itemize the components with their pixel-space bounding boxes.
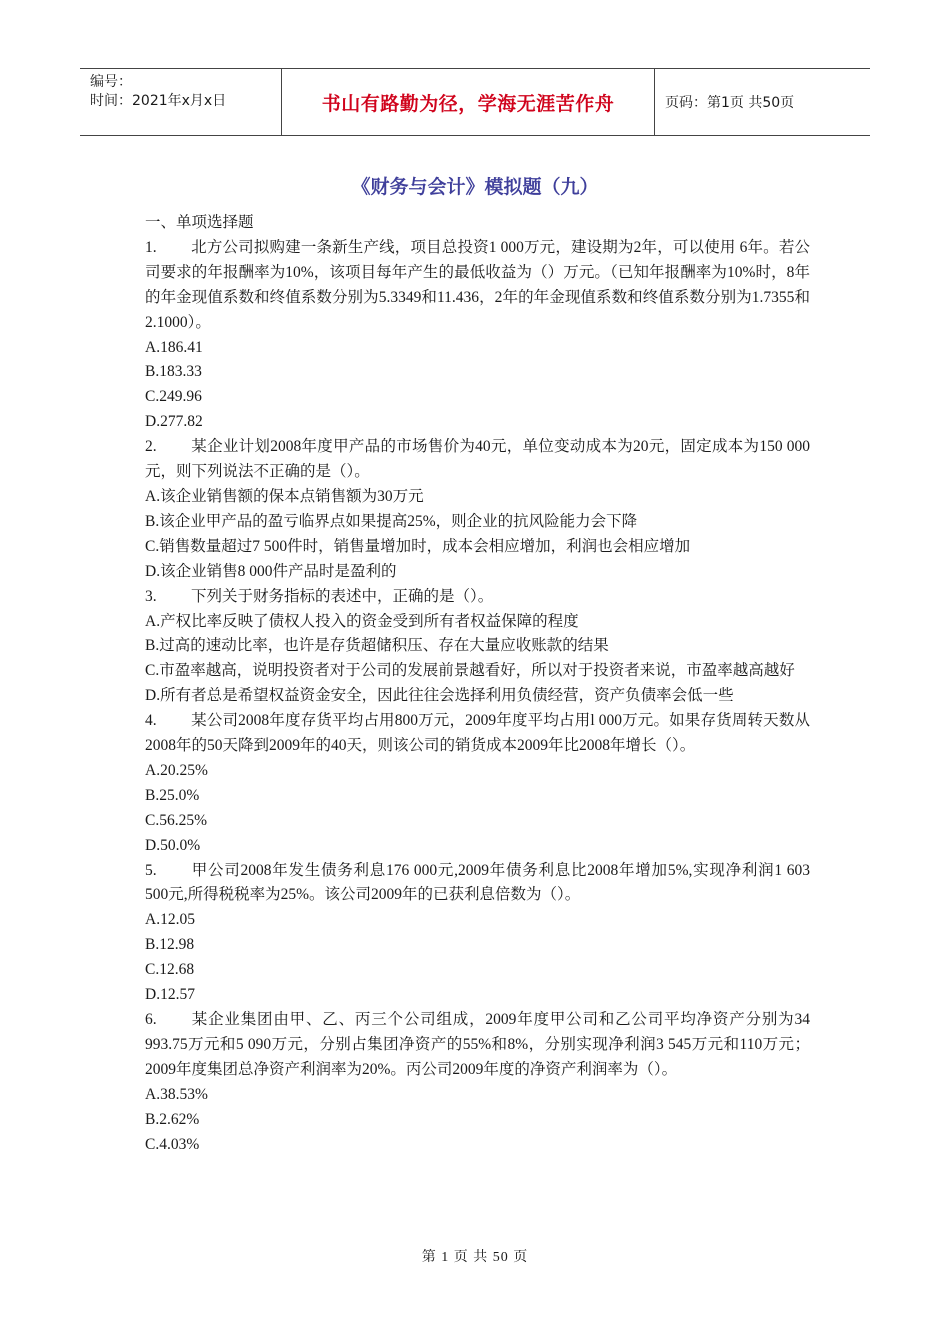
question-number: 2. (145, 438, 157, 456)
question-5 (145, 859, 810, 1008)
question-1 (145, 236, 810, 435)
question-stem: 某公司2008年度存货平均占用800万元，2009年度平均占用l 000万元。如果存货周转天数从2008年的50天降到2009年的40天，则该公司的销货成本2009年比2008年增长（）。 (145, 712, 810, 755)
option-d: D.12.57 (145, 986, 195, 1004)
question-number: 4. (145, 712, 157, 730)
option-b: B.25.0% (145, 786, 200, 804)
header-page-info: 页码：第1页 共50页 (665, 95, 795, 111)
option-c: C.12.68 (145, 961, 195, 979)
option-a: A.12.05 (145, 911, 195, 929)
header-table (80, 68, 870, 136)
option-b: B.过高的速动比率，也许是存货超储积压、存在大量应收账款的结果 (145, 637, 609, 655)
header-meta-cell (80, 69, 282, 135)
question-list (145, 211, 810, 1157)
option-d: D.该企业销售8 000件产品时是盈利的 (145, 562, 397, 580)
option-b: B.183.33 (145, 363, 202, 381)
option-c: C.销售数量超过7 500件时，销售量增加时，成本会相应增加，利润也会相应增加 (145, 537, 691, 555)
question-number: 1. (145, 238, 157, 256)
question-stem: 甲公司2008年发生债务利息176 000元,2009年债务利息比2008年增加5%,实现净利润1 603 500元,所得税税率为25%。该公司2009年的已获利息倍数为（）。 (145, 861, 810, 904)
question-number: 5. (145, 861, 157, 879)
header-motto: 书山有路勤为径，学海无涯苦作舟 (282, 69, 655, 135)
option-a: A.38.53% (145, 1085, 208, 1103)
option-d: D.277.82 (145, 413, 203, 431)
option-c: C.249.96 (145, 388, 202, 406)
question-3 (145, 585, 810, 710)
question-2 (145, 435, 810, 584)
document-title: 《财务与会计》模拟题（九） (351, 176, 599, 198)
question-stem: 下列关于财务指标的表述中，正确的是（）。 (191, 587, 494, 605)
option-d: D.50.0% (145, 836, 201, 854)
option-d: D.所有者总是希望权益资金安全，因此往往会选择利用负债经营，资产负债率会低一些 (145, 687, 734, 705)
time-label: 时间：2021年x月x日 (90, 93, 227, 109)
question-stem: 北方公司拟购建一条新生产线，项目总投资1 000万元，建设期为2年，可以使用 6年。若公司要求的年报酬率为10%，该项目每年产生的最低收益为（）万元。（已知年报酬率为10%时，8年的年金现值系数和终值系数分别为5.3349和11.436，2年的年金现值系数和终值系数分别为1.7355和2.1000）。 (145, 238, 810, 331)
option-c: C.4.03% (145, 1135, 200, 1153)
option-b: B.12.98 (145, 936, 195, 954)
question-number: 6. (145, 1011, 157, 1028)
question-6 (145, 1008, 810, 1157)
number-label: 编号： (90, 74, 132, 90)
question-number: 3. (145, 587, 157, 605)
option-a: A.该企业销售额的保本点销售额为30万元 (145, 487, 424, 505)
option-a: A.20.25% (145, 761, 208, 779)
option-b: B.该企业甲产品的盈亏临界点如果提高25%，则企业的抗风险能力会下降 (145, 512, 638, 530)
option-c: C.市盈率越高，说明投资者对于公司的发展前景越看好，所以对于投资者来说，市盈率越高越好 (145, 662, 795, 680)
option-a: A.产权比率反映了债权人投入的资金受到所有者权益保障的程度 (145, 612, 579, 630)
section-heading: 一、单项选择题 (145, 214, 254, 231)
option-b: B.2.62% (145, 1110, 200, 1128)
option-c: C.56.25% (145, 811, 207, 829)
question-stem: 某企业集团由甲、乙、丙三个公司组成，2009年度甲公司和乙公司平均净资产分别为34 993.75万元和5 090万元，分别占集团净资产的55%和8%，分别实现净利润3 545万元和110万元；2009年度集团总净资产利润率为20%。丙公司2009年度的净资产利润率为（）。 (145, 1011, 810, 1078)
page-footer: 第 1 页 共 50 页 (421, 1250, 529, 1265)
question-stem: 某企业计划2008年度甲产品的市场售价为40元，单位变动成本为20元，固定成本为150 000元，则下列说法不正确的是（）。 (145, 438, 810, 481)
option-a: A.186.41 (145, 338, 203, 356)
question-4 (145, 709, 810, 858)
